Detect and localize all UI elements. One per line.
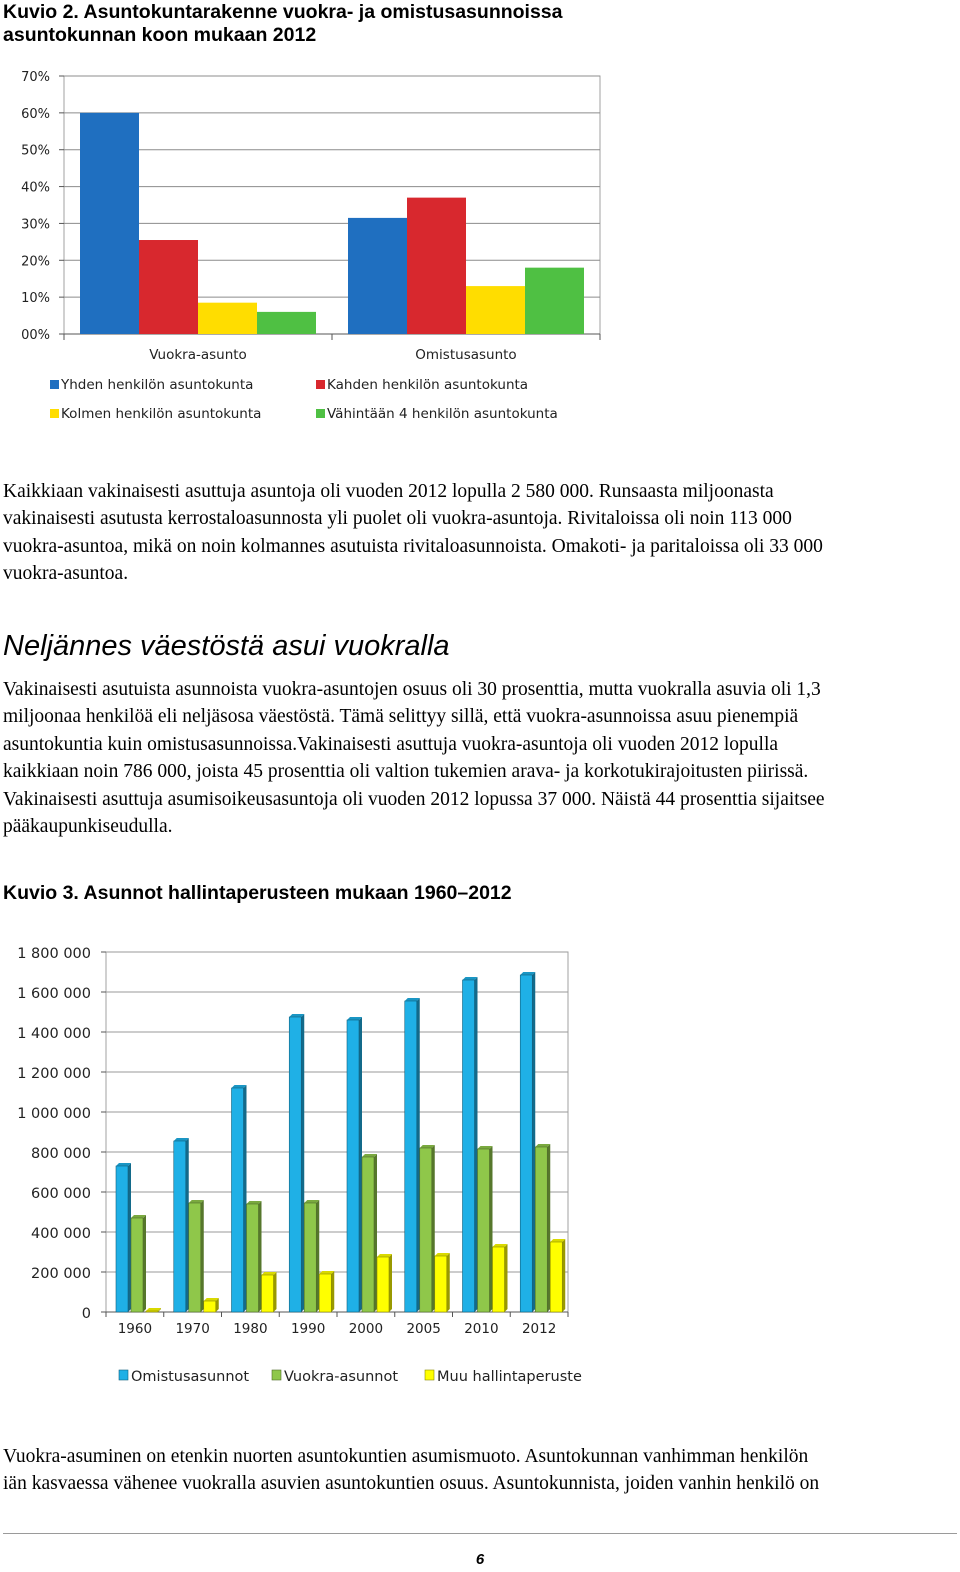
y-tick-label: 0 [81, 1306, 91, 1322]
bar-side [359, 1017, 362, 1312]
bar-side [186, 1138, 189, 1312]
bar-side [244, 1085, 247, 1312]
x-tick-label: 2005 [406, 1321, 441, 1337]
bar [146, 1311, 158, 1312]
bar [232, 1088, 244, 1312]
legend-swatch [425, 1370, 434, 1380]
section-heading: Neljännes väestöstä asui vuokralla [3, 630, 450, 662]
bar-side [432, 1145, 435, 1312]
legend-swatch [316, 409, 325, 418]
bar [319, 1274, 331, 1312]
figure2-caption-line1: Kuvio 2. Asuntokuntarakenne vuokra- ja omistusasunnoissa [3, 1, 563, 23]
bar-side [505, 1244, 508, 1312]
bar [131, 1218, 143, 1312]
legend-swatch [50, 409, 59, 418]
bar-side [259, 1201, 262, 1312]
y-tick-label: 70% [21, 70, 50, 85]
paragraph-2 [3, 676, 959, 840]
paragraph-2-line: Vakinaisesti asuttuja asumisoikeusasuntoja oli vuoden 2012 lopussa 37 000. Näistä 44 prosenttia sijaitsee [3, 788, 825, 810]
bar [550, 1242, 562, 1312]
paragraph-3-line: iän kasvaessa vähenee vuokralla asuvien asuntokuntien osuus. Asuntokunnista, joiden vanhin henkilö on [3, 1473, 820, 1495]
bar [405, 1001, 417, 1312]
x-tick-label: 1970 [175, 1321, 210, 1337]
bar [348, 218, 407, 334]
y-tick-label: 60% [21, 106, 50, 122]
bar-side [475, 977, 478, 1312]
x-tick-label: 1960 [117, 1321, 153, 1337]
paragraph-2-line: asuntokuntia kuin omistusasunnoissa.Vakinaisesti asuttuja vuokra-asuntoja oli vuoden 2012 lopulla [3, 733, 779, 755]
legend-label: Vuokra-asunnot [284, 1369, 399, 1385]
paragraph-2-line: miljoonaa henkilöä eli neljäsosa väestöstä. Tämä selittyy sillä, että vuokra-asunnoissa asuu pienempiä [3, 706, 799, 728]
bar [189, 1203, 201, 1312]
paragraph-3-line: Vuokra-asuminen on etenkin nuorten asuntokuntien asumismuoto. Asuntokunnan vanhimman henkilön [3, 1446, 809, 1467]
x-tick-label: 1980 [233, 1321, 268, 1337]
bar [377, 1257, 389, 1312]
bar [520, 975, 532, 1312]
bar-side [547, 1144, 550, 1312]
y-tick-label: 20% [21, 254, 50, 270]
x-tick-label: Vuokra-asunto [149, 347, 247, 363]
legend-label: Vähintään 4 henkilön asuntokunta [327, 406, 558, 422]
bar [347, 1020, 359, 1312]
y-tick-label: 40% [21, 180, 50, 196]
paragraph-2-line: Vakinaisesti asutuista asunnoista vuokra-asuntojen osuus oli 30 prosenttia, mutta vuokralla asuvia oli 1,3 [3, 679, 821, 700]
bar [525, 268, 584, 334]
bar [247, 1204, 259, 1312]
bar [139, 240, 198, 334]
y-tick-label: 200 000 [31, 1266, 91, 1282]
bar-side [417, 998, 420, 1312]
household-structure-chart [0, 62, 620, 442]
legend-swatch [50, 380, 59, 389]
bar-side [389, 1254, 392, 1312]
y-tick-label: 400 000 [31, 1226, 91, 1242]
paragraph-3 [3, 1443, 959, 1498]
y-tick-label: 1 600 000 [17, 986, 91, 1002]
y-tick-label: 1 000 000 [17, 1106, 91, 1122]
figure2-caption-line2: asuntokunnan koon mukaan 2012 [3, 24, 317, 46]
y-tick-label: 1 400 000 [17, 1026, 91, 1042]
bar [362, 1157, 374, 1312]
legend-label: Kahden henkilön asuntokunta [327, 377, 529, 393]
y-tick-label: 1 800 000 [17, 946, 91, 962]
y-tick-label: 10% [21, 291, 50, 307]
bar-side [316, 1200, 319, 1312]
bar [289, 1017, 301, 1312]
bar [262, 1275, 274, 1312]
bar [493, 1247, 505, 1312]
bar [463, 980, 475, 1312]
paragraph-1-line: vuokra-asuntoa, mikä on noin kolmannes asutuista rivitaloasunnoista. Omakoti- ja paritaloissa oli 33 000 [3, 535, 823, 557]
paragraph-2-line: pääkaupunkiseudulla. [3, 816, 173, 838]
bar-side [490, 1146, 493, 1312]
y-tick-label: 1 200 000 [17, 1066, 91, 1082]
legend-label: Muu hallintaperuste [437, 1369, 582, 1385]
bar [407, 198, 466, 334]
paragraph-1 [3, 478, 959, 588]
paragraph-1-line: vakinaisesti asutusta kerrostaloasunnosta yli puolet oli vuokra-asuntoja. Rivitaloissa oli noin 113 000 [3, 508, 792, 530]
x-tick-label: 2012 [521, 1321, 557, 1337]
legend-label: Yhden henkilön asuntokunta [61, 377, 254, 393]
bar [420, 1148, 432, 1312]
bar [478, 1149, 490, 1312]
dwellings-by-tenure-chart [0, 935, 620, 1395]
bar [435, 1256, 447, 1312]
bar [174, 1141, 186, 1312]
bar [466, 286, 525, 334]
x-tick-label: 2000 [348, 1321, 384, 1337]
legend-swatch [119, 1370, 128, 1380]
y-tick-label: 30% [21, 217, 50, 233]
bar-side [301, 1014, 304, 1312]
bar-side [274, 1272, 277, 1312]
legend-label: Omistusasunnot [131, 1369, 250, 1385]
bar [535, 1147, 547, 1312]
bar-side [201, 1200, 204, 1312]
y-tick-label: 800 000 [31, 1146, 91, 1162]
x-tick-label: 1990 [290, 1321, 326, 1337]
paragraph-2-line: kaikkiaan noin 786 000, joista 45 prosenttia oli valtion tukemien arava- ja korkotukirajoitusten piirissä. [3, 761, 809, 783]
x-tick-label: Omistusasunto [415, 347, 517, 363]
y-tick-label: 600 000 [31, 1186, 91, 1202]
bar [257, 312, 316, 334]
bar-side [128, 1163, 131, 1312]
bar-side [447, 1253, 450, 1312]
legend-swatch [272, 1370, 281, 1380]
y-tick-label: 00% [21, 328, 50, 343]
legend-label: Kolmen henkilön asuntokunta [61, 406, 262, 422]
x-tick-label: 2010 [464, 1321, 499, 1337]
bar-side [562, 1239, 565, 1312]
legend-swatch [316, 380, 325, 389]
bar-side [374, 1154, 377, 1312]
y-tick-label: 50% [21, 143, 50, 159]
bar-side [532, 972, 535, 1312]
bar-side [331, 1271, 334, 1312]
figure3-caption: Kuvio 3. Asunnot hallintaperusteen mukaan 1960–2012 [3, 882, 512, 904]
bar [204, 1301, 216, 1312]
paragraph-1-line: vuokra-asuntoa. [3, 563, 129, 585]
bar-side [143, 1215, 146, 1312]
bar [198, 303, 257, 334]
paragraph-1-line: Kaikkiaan vakinaisesti asuttuja asuntoja oli vuoden 2012 lopulla 2 580 000. Runsaasta miljoonasta [3, 481, 774, 502]
bar [304, 1203, 316, 1312]
page-number: 6 [475, 1551, 485, 1568]
footer-divider [3, 1533, 957, 1534]
bar [80, 113, 139, 334]
bar [116, 1166, 128, 1312]
